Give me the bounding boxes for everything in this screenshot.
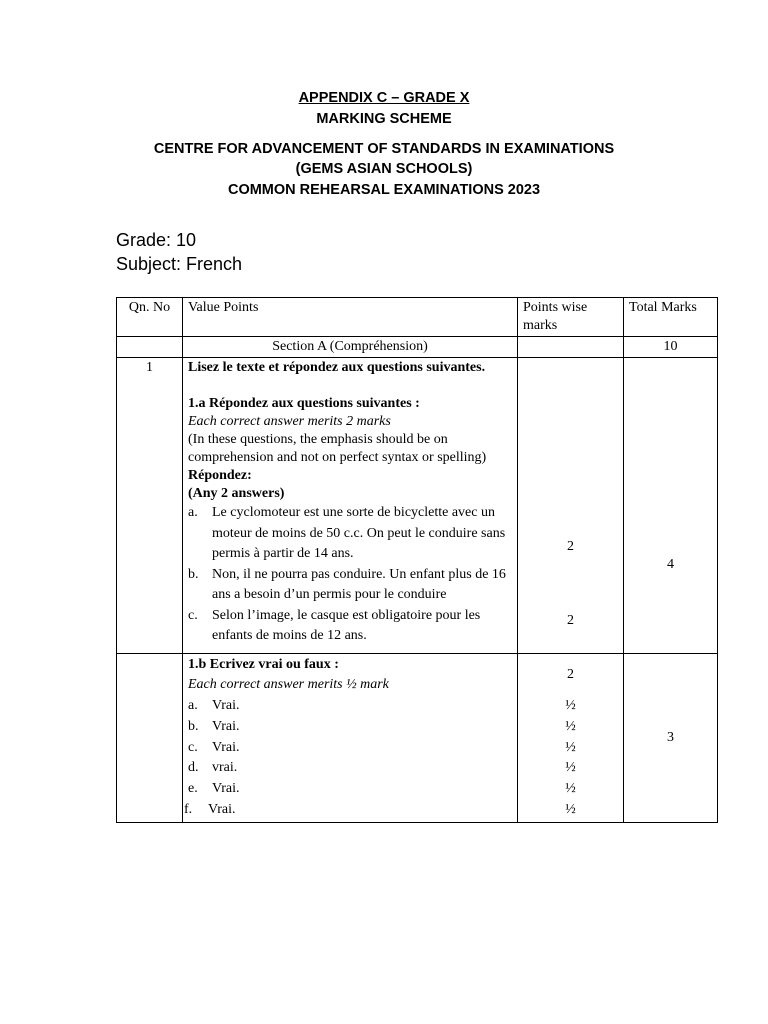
answer-text: Selon l’image, le casque est obligatoire pour les enfants de moins de 12 ans. xyxy=(212,607,481,643)
q1b-total: 3 xyxy=(624,653,718,822)
list-item xyxy=(188,565,512,606)
question-number: 1 xyxy=(117,358,183,654)
answer-letter: b. xyxy=(188,718,199,734)
header-points-wise-marks: Points wise marks xyxy=(518,298,624,337)
table-row-q1b xyxy=(117,653,718,822)
answer-text: Non, il ne pourra pas conduire. Un enfant plus de 16 ans a besoin d’un permis pour le conduire xyxy=(212,566,506,602)
answer-letter: d. xyxy=(188,760,199,776)
list-item xyxy=(188,717,512,738)
list-item xyxy=(188,779,512,800)
answer-text: Vrai. xyxy=(212,739,240,755)
answer-text: Vrai. xyxy=(212,781,240,797)
q1b-merit: Each correct answer merits ½ mark xyxy=(188,677,389,693)
exam-title: COMMON REHEARSAL EXAMINATIONS 2023 xyxy=(227,182,541,198)
q1b-qn-cell xyxy=(117,653,183,822)
answer-letter: c. xyxy=(188,607,198,623)
section-total: 10 xyxy=(624,337,718,358)
appendix-title: APPENDIX C – GRADE X xyxy=(298,90,470,106)
q1b-value-points xyxy=(183,653,518,822)
answer-marks: 2 xyxy=(567,539,574,554)
section-row xyxy=(117,337,718,358)
q1-instruction: Lisez le texte et répondez aux questions suivantes. xyxy=(188,360,486,375)
table-row-q1a xyxy=(117,358,718,654)
q1a-value-points xyxy=(183,358,518,654)
answer-letter: f. xyxy=(184,802,193,818)
subject-label: Subject: French xyxy=(116,254,243,274)
q1a-points-cell xyxy=(518,358,624,682)
list-item xyxy=(188,738,512,759)
answer-letter: c. xyxy=(188,739,198,755)
answer-text: Vrai. xyxy=(212,698,240,714)
grade-label: Grade: 10 xyxy=(116,230,197,250)
answer-letter: a. xyxy=(188,698,198,714)
answer-text: vrai. xyxy=(212,760,238,776)
answer-marks: 2 xyxy=(567,667,574,682)
answer-marks: 2 xyxy=(567,613,574,628)
section-points-cell xyxy=(518,337,624,358)
list-item xyxy=(188,503,512,565)
q1a-any: (Any 2 answers) xyxy=(188,486,285,501)
answer-text: Vrai. xyxy=(208,802,236,818)
answer-marks: ½ xyxy=(565,718,576,734)
marking-scheme-title: MARKING SCHEME xyxy=(316,111,452,127)
answer-letter: e. xyxy=(188,781,198,797)
header-qn-no: Qn. No xyxy=(117,298,183,337)
answer-marks: ½ xyxy=(565,739,576,755)
section-qn-cell xyxy=(117,337,183,358)
centre-title: CENTRE FOR ADVANCEMENT OF STANDARDS IN EXAMINATIONS xyxy=(153,141,615,157)
answer-marks: ½ xyxy=(565,802,576,818)
marking-table xyxy=(116,297,718,823)
answer-marks: ½ xyxy=(565,781,576,797)
q1a-total-cell xyxy=(624,358,718,654)
answer-marks: ½ xyxy=(565,698,576,714)
q1a-merit: Each correct answer merits 2 marks xyxy=(188,414,391,429)
answer-text: Vrai. xyxy=(212,718,240,734)
q1b-title: 1.b Ecrivez vrai ou faux : xyxy=(188,656,339,672)
list-item xyxy=(188,696,512,717)
answer-text: Le cyclomoteur est une sorte de bicyclette avec un moteur de moins de 50 c.c. On peut le conduire sans permis à partir de 14 ans. xyxy=(212,505,506,561)
q1a-note: (In these questions, the emphasis should be on comprehension and not on perfect syntax or spelling) xyxy=(188,432,487,465)
q1a-total: 4 xyxy=(667,557,674,572)
schools-title: (GEMS ASIAN SCHOOLS) xyxy=(295,161,473,177)
list-item xyxy=(188,758,512,779)
q1a-title: 1.a Répondez aux questions suivantes : xyxy=(188,396,420,411)
header-value-points: Value Points xyxy=(183,298,518,337)
answer-letter: b. xyxy=(188,566,199,582)
answer-marks: ½ xyxy=(565,760,576,776)
table-header-row xyxy=(117,298,718,337)
answer-letter: a. xyxy=(188,505,198,520)
header-total-marks: Total Marks xyxy=(624,298,718,337)
q1a-respond: Répondez: xyxy=(188,468,252,483)
list-item xyxy=(188,606,512,647)
list-item xyxy=(184,800,512,821)
section-title: Section A (Compréhension) xyxy=(183,337,518,358)
